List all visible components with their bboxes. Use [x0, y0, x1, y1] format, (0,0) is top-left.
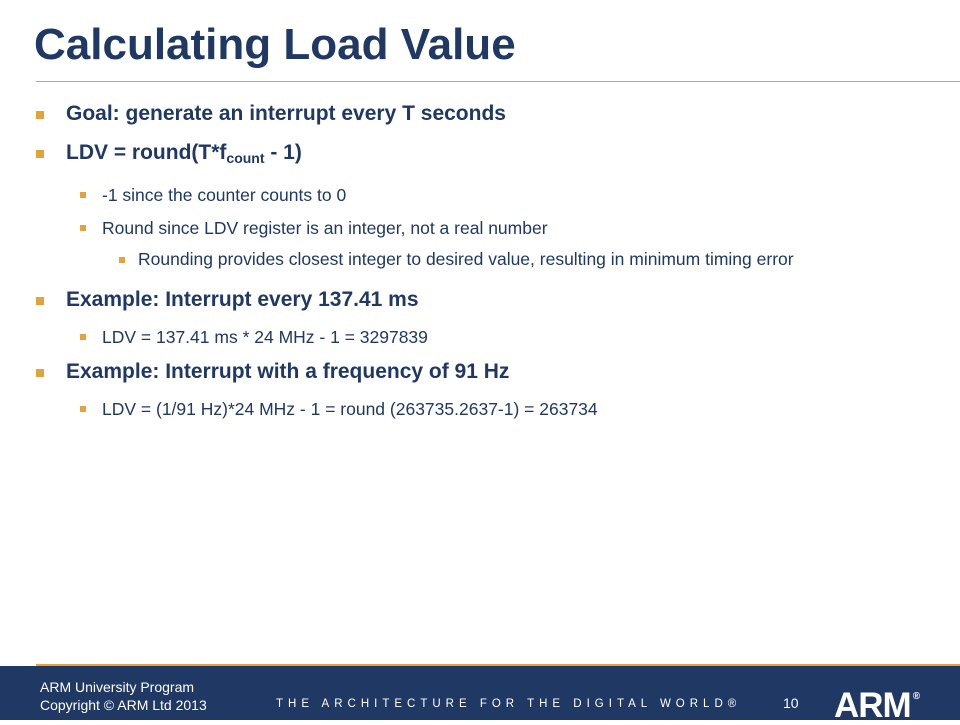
bullet-marker	[36, 111, 44, 119]
bullet-marker	[119, 257, 125, 263]
footer-copyright: Copyright © ARM Ltd 2013	[40, 697, 207, 713]
bullet-list	[0, 96, 960, 426]
bullet-text: LDV = round(T*f	[66, 141, 227, 164]
bullet-goal	[0, 96, 960, 132]
bullet-marker	[36, 150, 44, 158]
page-number: 10	[783, 695, 799, 711]
bullet-text: Goal: generate an interrupt every T seconds	[66, 102, 506, 125]
footer-tagline: THE ARCHITECTURE FOR THE DIGITAL WORLD®	[276, 698, 742, 710]
subscript-count: count	[226, 150, 265, 166]
sub-sub-bullet-rounding	[0, 247, 960, 272]
bullet-text: -1 since the counter counts to 0	[102, 185, 347, 205]
bullet-text: Example: Interrupt every 137.41 ms	[66, 288, 419, 311]
sub-bullet-round	[0, 212, 960, 244]
bullet-ldv-formula	[0, 135, 960, 176]
arm-logo	[834, 679, 920, 724]
bullet-text: LDV = (1/91 Hz)*24 MHz - 1 = round (263735.2637-1) = 263734	[102, 399, 598, 419]
bullet-marker	[36, 297, 44, 305]
sub-bullet-ldv-ms	[0, 321, 960, 353]
sub-bullet-ldv-hz	[0, 393, 960, 425]
arm-logo-text: ARM	[834, 686, 911, 725]
bullet-text: Example: Interrupt with a frequency of 91 Hz	[66, 360, 510, 383]
bullet-text: LDV = 137.41 ms * 24 MHz - 1 = 3297839	[102, 327, 428, 347]
bullet-text-tail: - 1)	[264, 141, 302, 164]
bullet-example-hz	[0, 354, 960, 390]
bullet-marker	[80, 225, 86, 231]
sub-bullet-minus-one	[0, 179, 960, 211]
footer-program: ARM University Program	[40, 679, 195, 695]
bullet-text: Round since LDV register is an integer, not a real number	[102, 218, 548, 238]
bullet-example-ms	[0, 282, 960, 318]
slide-title: Calculating Load Value	[34, 20, 516, 69]
bullet-marker	[80, 334, 86, 340]
bullet-marker	[80, 406, 86, 412]
bullet-marker	[80, 192, 86, 198]
title-divider	[36, 81, 960, 82]
arm-logo-mark: ®	[912, 691, 921, 702]
bullet-text: Rounding provides closest integer to desired value, resulting in minimum timing error	[138, 249, 794, 269]
bullet-marker	[36, 369, 44, 377]
